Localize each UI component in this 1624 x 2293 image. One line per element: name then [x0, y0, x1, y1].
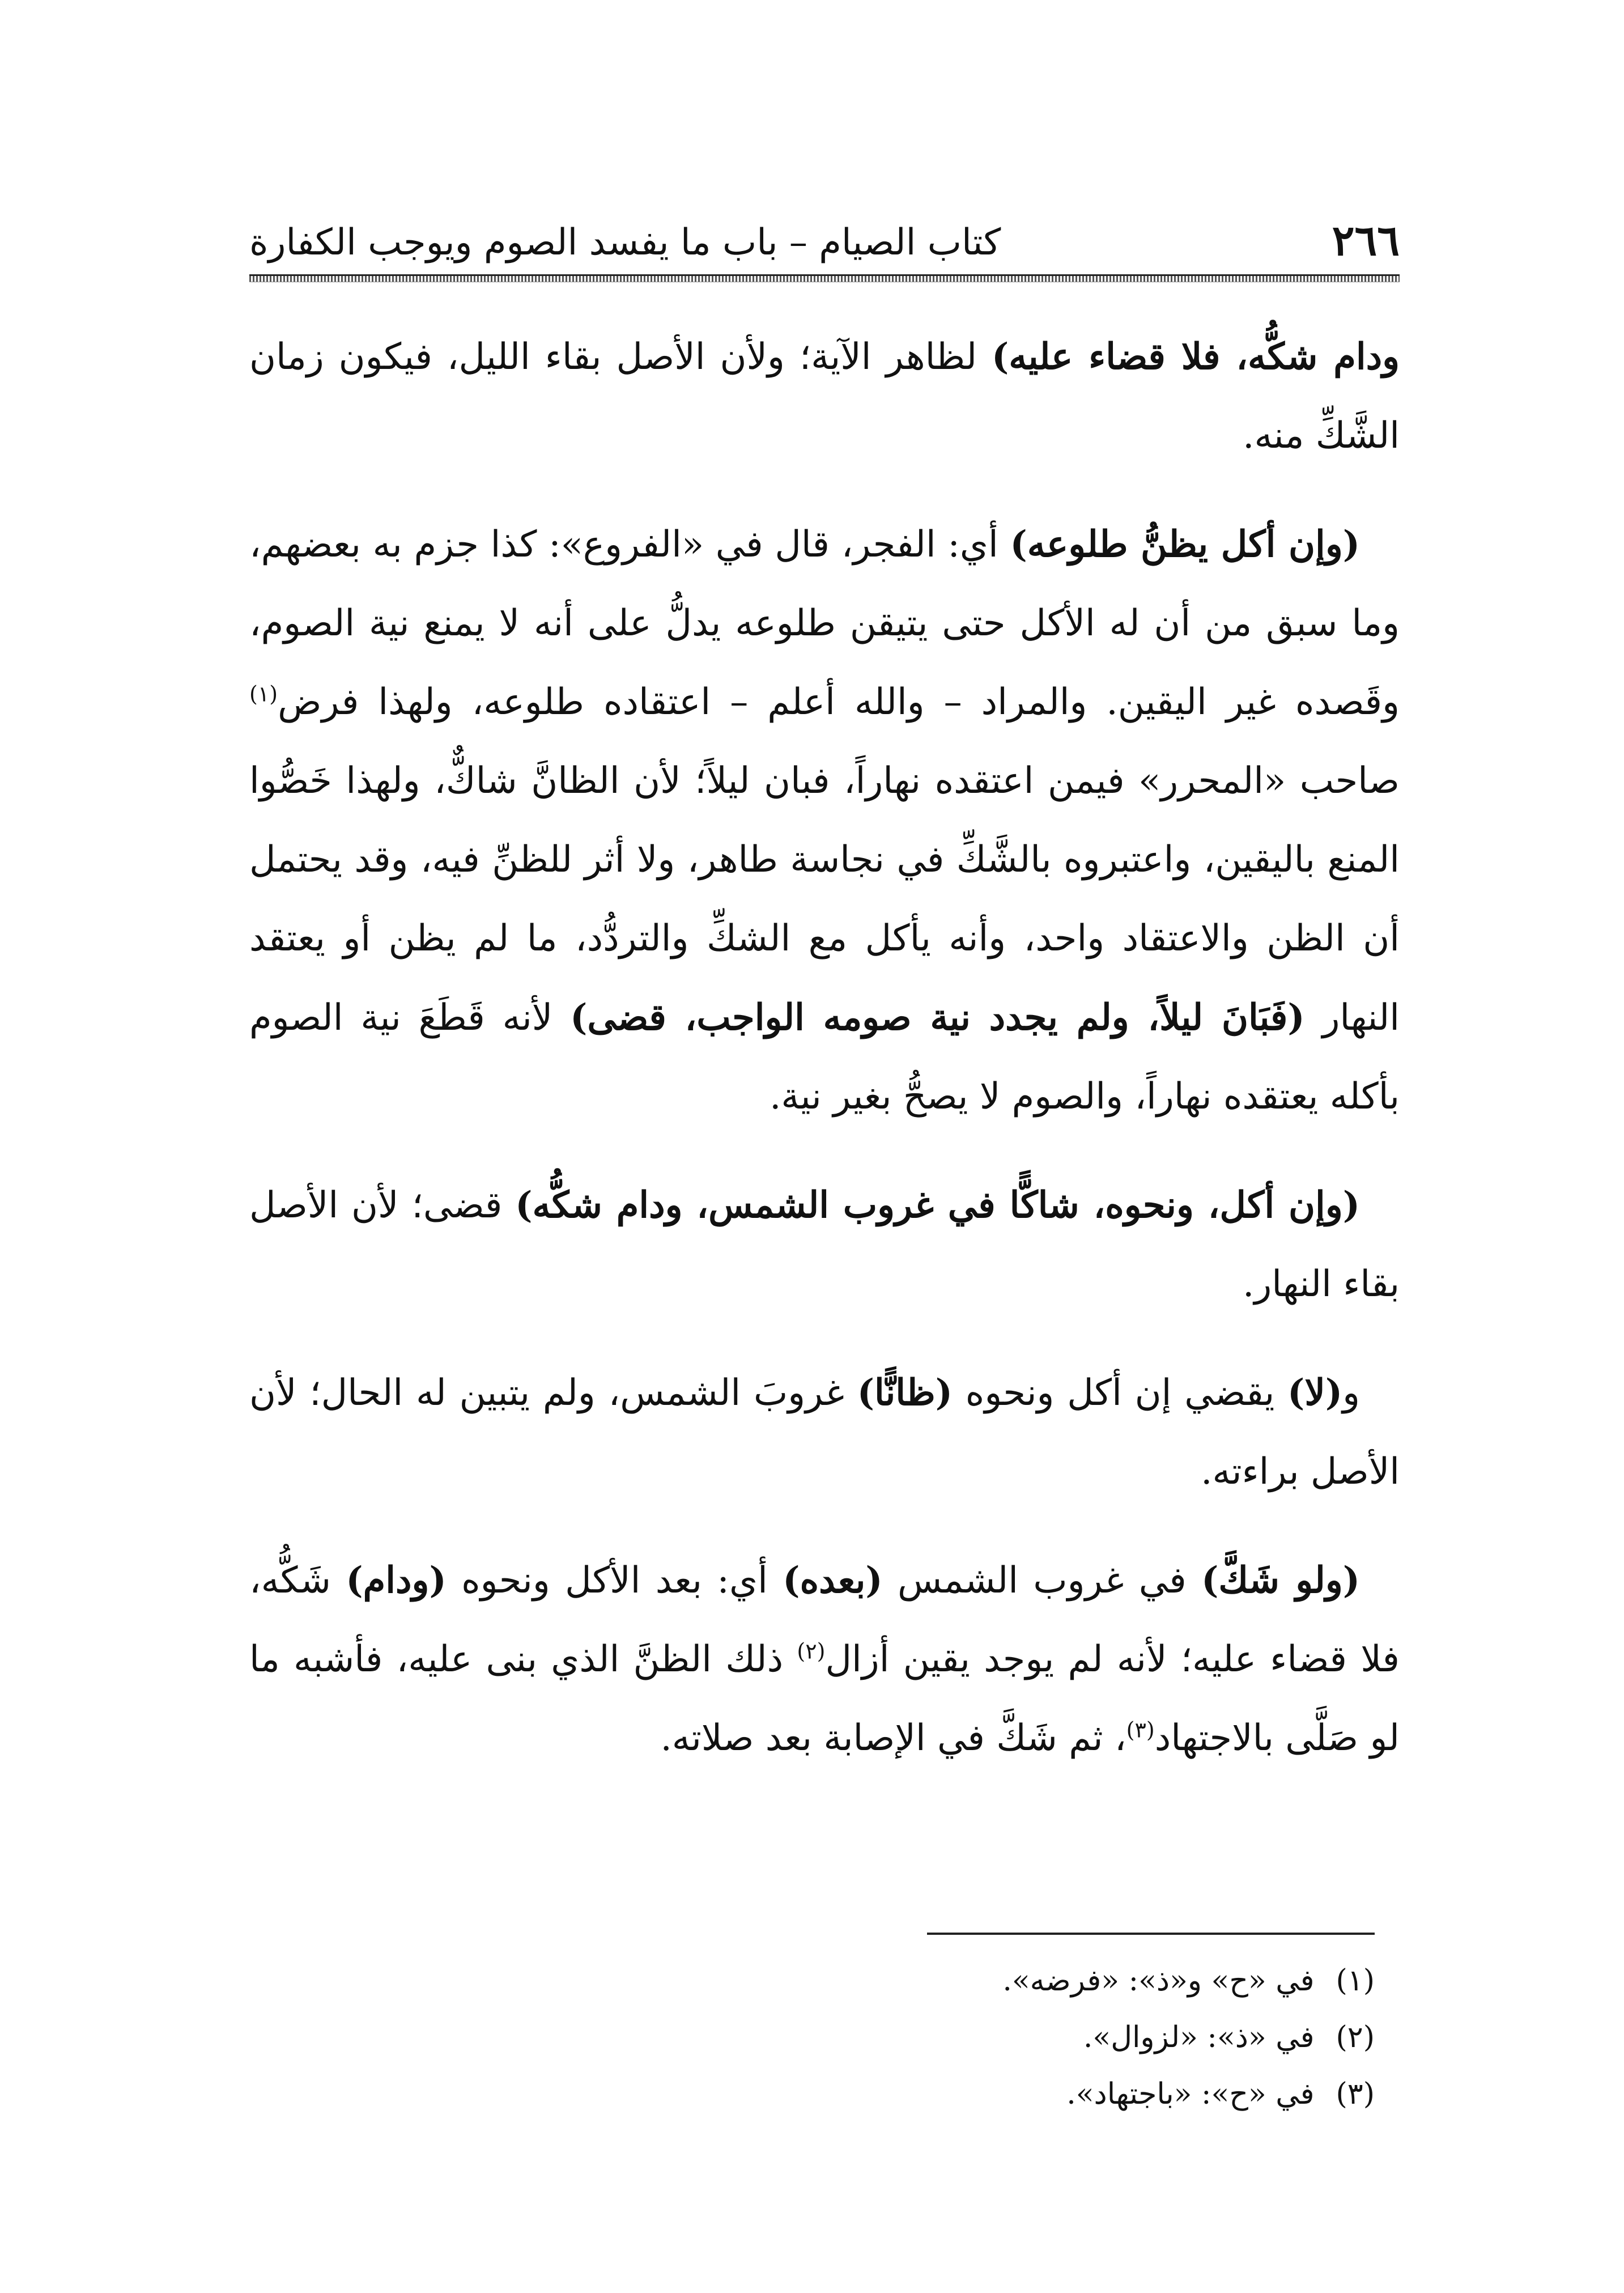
page-number: ٢٦٦: [1332, 216, 1400, 265]
text-run: يقضي إن أكل ونحوه: [953, 1372, 1288, 1414]
text-run: لظاهر الآية؛ ولأن الأصل بقاء الليل، فيكون زمان الشَّكِّ منه.: [249, 336, 1400, 457]
footnote-rule: [927, 1933, 1375, 1935]
paragraph: [249, 1353, 1400, 1511]
bold-text: (بعده): [783, 1559, 883, 1602]
main-text: [249, 317, 1400, 1807]
text-run: ، ثم شَكَّ في الإصابة بعد صلاته.: [660, 1717, 1126, 1759]
footnote-text: في «ح» و«ذ»: «فرضه».: [1002, 1964, 1315, 1998]
bold-text: (ولو شَكَّ): [1201, 1559, 1361, 1602]
footnote: [224, 2066, 1375, 2122]
text-run: و: [1342, 1372, 1361, 1414]
text-run: في غروب الشمس: [882, 1560, 1202, 1602]
footnote-text: في «ذ»: «لزوال».: [1083, 2020, 1315, 2054]
footnote-ref: (٢): [797, 1638, 826, 1664]
bold-text: (وإن أكل، ونحوه، شاكًّا في غروب الشمس، ودام شكُّه): [515, 1184, 1361, 1226]
header-rule: [249, 274, 1400, 282]
text-run: غروبَ الشمس، ولم يتبين له الحال؛ لأن الأصل براءته.: [249, 1372, 1400, 1493]
footnote-number: (١): [1336, 1964, 1375, 1998]
running-title: كتاب الصيام – باب ما يفسد الصوم ويوجب الكفارة: [249, 222, 1001, 264]
footnote: [224, 1952, 1375, 2009]
paragraph: [249, 317, 1400, 475]
bold-text: (ودام): [346, 1559, 447, 1602]
footnote-text: في «ح»: «باجتهاد».: [1066, 2077, 1315, 2111]
paragraph: [249, 1541, 1400, 1778]
footnote-number: (٢): [1336, 2020, 1375, 2054]
footnote-number: (٣): [1336, 2077, 1375, 2111]
text-run: أي: بعد الأكل ونحوه: [446, 1560, 783, 1602]
bold-text: (ظانًّا): [857, 1371, 953, 1414]
text-run: أي: الفجر، قال في «الفروع»: كذا جزم به بعضهم، وما سبق من أن له الأكل حتى يتيقن طلوعه يدلُّ على أنه لا يمنع نية الصوم، وقَصده غير اليقين. والمراد – والله أعلم – اعتقاده طلوعه، ولهذا فرض: [249, 524, 1400, 723]
footnotes: [224, 1952, 1375, 2122]
paragraph: [249, 505, 1400, 1136]
page-header: [249, 210, 1400, 272]
footnote: [224, 2009, 1375, 2066]
text-run: قضى؛ لأن الأصل بقاء النهار.: [249, 1184, 1400, 1305]
text-run: شَكُّه، فلا قضاء عليه؛ لأنه لم يوجد يقين أزال: [249, 1560, 1400, 1680]
text-run: ذلك الظنَّ الذي بنى عليه، فأشبه ما لو صَلَّى بالاجتهاد: [249, 1638, 1400, 1759]
paragraph: [249, 1166, 1400, 1324]
bold-text: (فَبَانَ ليلاً، ولم يجدد نية صومه الواجب، قضى): [570, 996, 1305, 1039]
footnote-ref: (١): [249, 681, 278, 707]
text-run: لأنه قَطَعَ نية الصوم بأكله يعتقده نهاراً، والصوم لا يصحُّ بغير نية.: [249, 997, 1400, 1118]
bold-text: ودام شكُّه، فلا قضاء عليه): [992, 336, 1400, 378]
bold-text: (وإن أكل يظنُّ طلوعه): [1010, 523, 1360, 566]
bold-text: (لا): [1287, 1371, 1343, 1414]
text-run: صاحب «المحرر» فيمن اعتقده نهاراً، فبان ليلاً؛ لأن الظانَّ شاكٌّ، ولهذا خَصُّوا المنع باليقين، واعتبروه بالشَّكِّ في نجاسة طاهر، ولا أثر للظنِّ فيه، وقد يحتمل أن الظن والاعتقاد واحد، وأنه يأكل مع الشكِّ والتردُّد، ما لم يظن أو يعتقد النهار: [249, 760, 1400, 1039]
footnote-ref: (٣): [1126, 1717, 1155, 1743]
